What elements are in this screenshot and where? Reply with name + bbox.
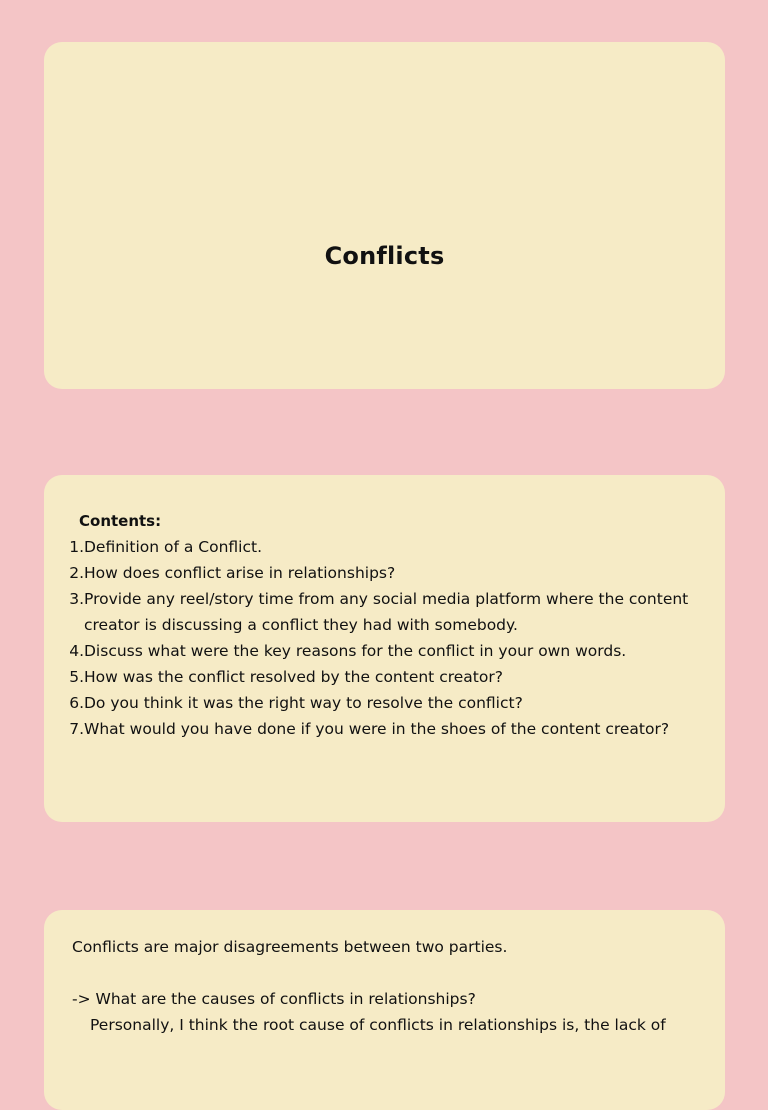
paragraph-spacer [72, 960, 702, 986]
body-answer: Personally, I think the root cause of conflicts in relationships is, the lack of [90, 1016, 666, 1034]
list-item-text: How was the conflict resolved by the content creator? [84, 668, 503, 686]
title-card [44, 42, 725, 389]
list-item-number: 3. [69, 590, 84, 608]
list-item-text: Definition of a Conflict. [84, 538, 263, 556]
body-question: -> What are the causes of conflicts in relationships? [72, 990, 476, 1008]
list-item-text: What would you have done if you were in the shoes of the content creator? [84, 720, 670, 738]
list-item-number: 5. [69, 668, 84, 686]
page-title: Conflicts [324, 242, 445, 270]
list-item [67, 716, 707, 742]
list-item-text: How does conflict arise in relationships? [84, 564, 396, 582]
list-item-number: 6. [69, 694, 84, 712]
contents-list [67, 534, 707, 742]
list-item [67, 690, 707, 716]
list-item [67, 586, 707, 638]
list-item [67, 534, 707, 560]
contents-heading: Contents: [79, 512, 162, 530]
list-item-number: 7. [69, 720, 84, 738]
list-item-text: Discuss what were the key reasons for the conflict in your own words. [84, 642, 627, 660]
body-text [72, 934, 702, 1038]
list-item-number: 1. [69, 538, 84, 556]
list-item [67, 638, 707, 664]
list-item-text: Do you think it was the right way to resolve the conflict? [84, 694, 523, 712]
contents-card [44, 475, 725, 822]
body-card [44, 910, 725, 1110]
body-paragraph: Conflicts are major disagreements between two parties. [72, 938, 508, 956]
list-item [67, 664, 707, 690]
list-item-number: 2. [69, 564, 84, 582]
list-item-number: 4. [69, 642, 84, 660]
list-item [67, 560, 707, 586]
list-item-text: Provide any reel/story time from any social media platform where the content creator is discussing a conflict they had with somebody. [84, 590, 689, 634]
